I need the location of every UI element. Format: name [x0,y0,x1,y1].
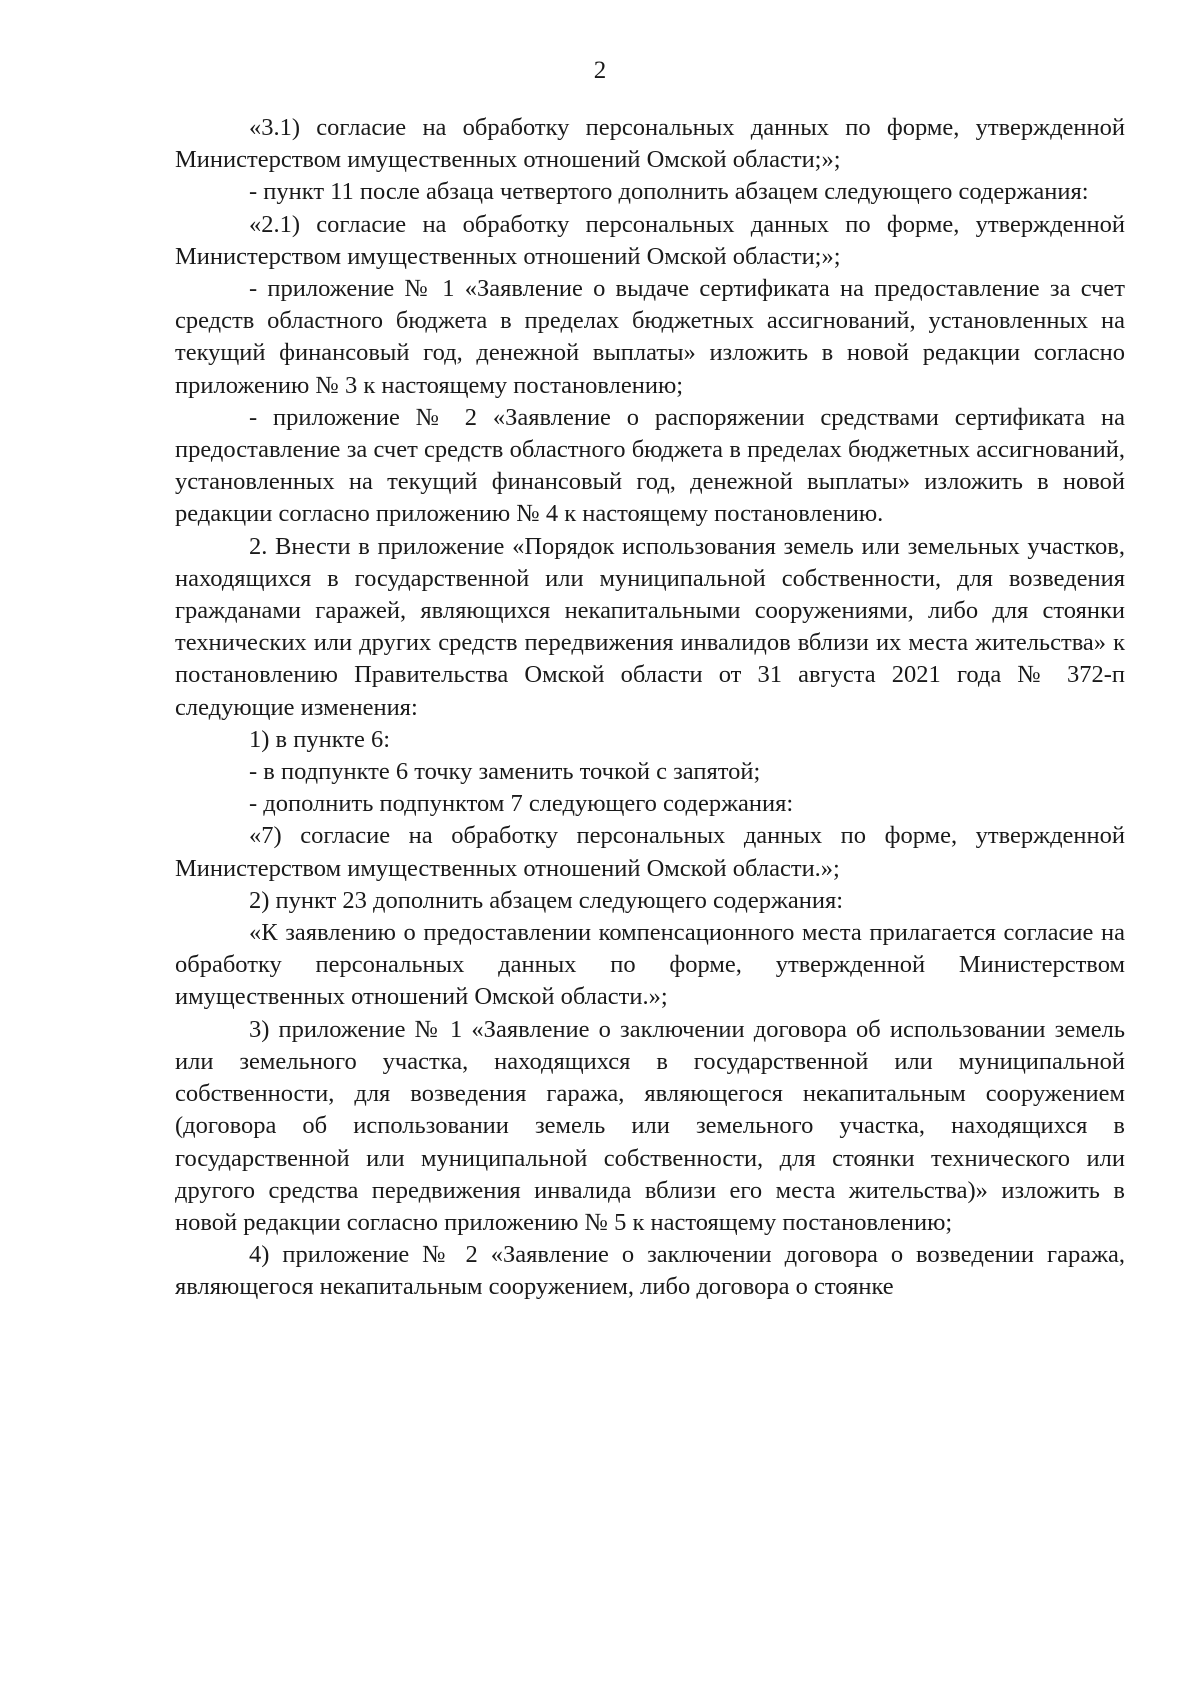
paragraph-appendix-point-3: 3) приложение № 1 «Заявление о заключении договора об использовании земель или земельного участка, находящихся в государственной или муниципальной собственности, для возведения гаража, являющегося некапитальным сооружением (договора об использовании земель или земельного участка, находящихся в государственной или муниципальной собственности, для стоянки технического или другого средства передвижения инвалида вблизи его места жительства)» изложить в новой редакции согласно приложению № 5 к настоящему постановлению; [175,1015,1125,1236]
paragraph-appendix-2: - приложение № 2 «Заявление о распоряжении средствами сертификата на предоставление за счет средств областного бюджета в пределах бюджетных ассигнований, установленных на текущий финансовый год, денежной выплаты» изложить в новой редакции согласно приложению № 4 к настоящему постановлению. [175,403,1125,528]
paragraph-appendix-point-4: 4) приложение № 2 «Заявление о заключении договора о возведении гаража, являющегося некапитальным сооружением, либо договора о стоянке [175,1241,1125,1301]
paragraph-compensation-place: «К заявлению о предоставлении компенсационного места прилагается согласие на обработку персональных данных по форме, утвержденной Министерством имущественных отношений Омской области.»; [175,919,1125,1011]
paragraph-point-6: 1) в пункте 6: [249,725,391,753]
paragraph-appendix-1: - приложение № 1 «Заявление о выдаче сертификата на предоставление за счет средств областного бюджета в пределах бюджетных ассигнований, установленных на текущий финансовый год, денежной выплаты» изложить в новой редакции согласно приложению № 3 к настоящему постановлению; [175,275,1125,399]
paragraph-item-3-1: «3.1) согласие на обработку персональных данных по форме, утвержденной Министерством имущественных отношений Омской области;»; [175,114,1125,174]
paragraph-item-2-1: «2.1) согласие на обработку персональных данных по форме, утвержденной Министерством имущественных отношений Омской области;»; [175,210,1125,270]
paragraph-section-2: 2. Внести в приложение «Порядок использования земель или земельных участков, находящихся в государственной или муниципальной собственности, для возведения гражданами гаражей, являющихся некапитальными сооружениями, либо для стоянки технических или других средств передвижения инвалидов вблизи их места жительства» к постановлению Правительства Омской области от 31 августа 2021 года № 372-п следующие изменения: [175,532,1125,721]
paragraph-point-23: 2) пункт 23 дополнить абзацем следующего содержания: [249,886,844,914]
paragraph-point-11: - пункт 11 после абзаца четвертого дополнить абзацем следующего содержания: [249,178,1089,206]
paragraph-subpoint-7-add: - дополнить подпунктом 7 следующего содержания: [249,790,794,818]
paragraph-subpoint-7-text: «7) согласие на обработку персональных данных по форме, утвержденной Министерством имущественных отношений Омской области.»; [175,822,1125,882]
document-body [175,112,1125,1304]
paragraph-subpoint-6: - в подпункте 6 точку заменить точкой с запятой; [249,758,761,786]
page-number: 2 [593,57,607,84]
